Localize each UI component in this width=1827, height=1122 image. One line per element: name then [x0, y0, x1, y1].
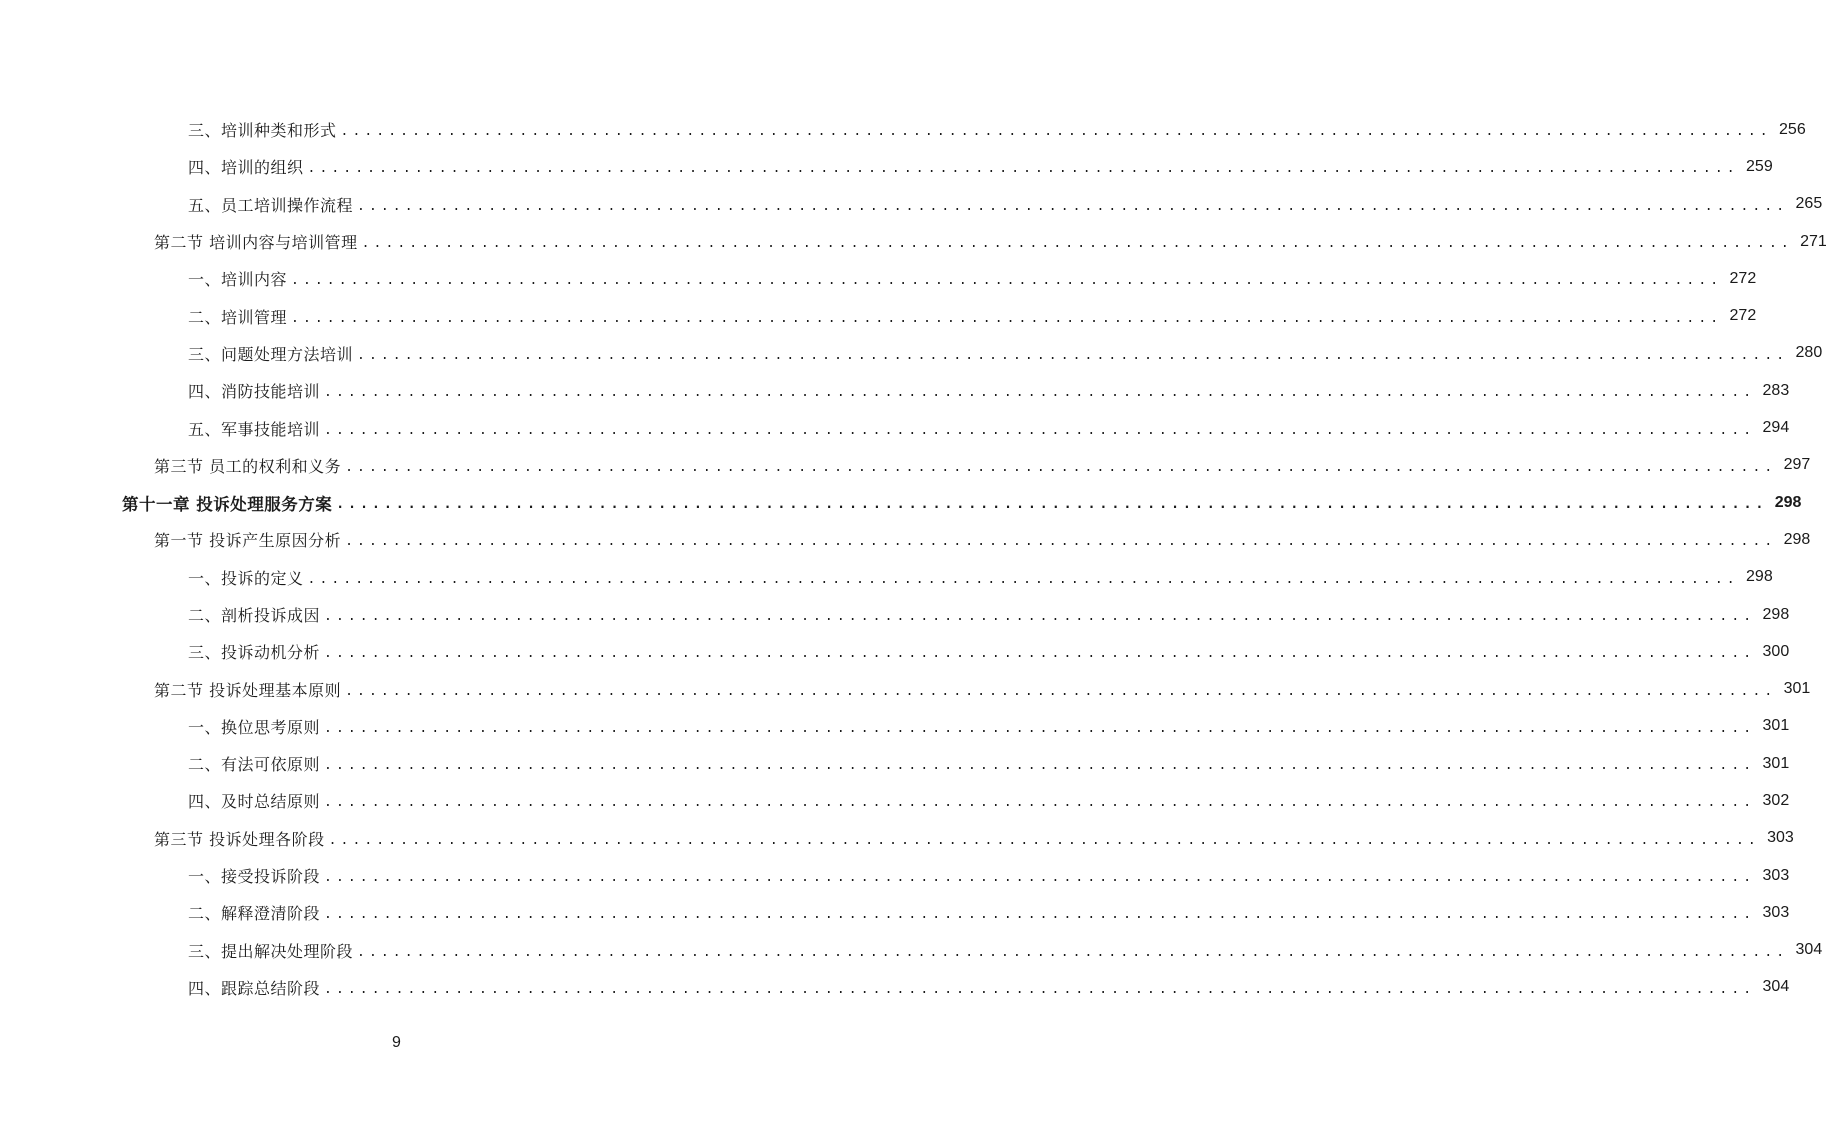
toc-dot-leader: ........................................................................................................................: [357, 347, 1789, 363]
toc-dot-leader: ........................................................................................................................: [345, 683, 1777, 699]
toc-entry-section[interactable]: [0, 521, 1811, 558]
toc-entry-title: 四、及时总结原则: [188, 792, 321, 812]
toc-entry-page: 298: [1783, 530, 1811, 548]
toc-entry-item[interactable]: [0, 708, 1790, 745]
toc-dot-leader: ........................................................................................................................: [291, 273, 1723, 289]
toc-entry-item[interactable]: [0, 409, 1790, 446]
toc-entry-title: 第十一章 投诉处理服务方案: [122, 494, 333, 514]
toc-dot-leader: ........................................................................................................................: [324, 758, 1756, 774]
toc-entry-section[interactable]: [0, 447, 1811, 484]
toc-entry-page: 298: [1746, 568, 1773, 586]
toc-dot-leader: ........................................................................................................................: [357, 944, 1789, 960]
toc-entry-item[interactable]: [0, 297, 1757, 334]
toc-dot-leader: ........................................................................................................................: [324, 907, 1756, 923]
toc-entry-section[interactable]: [0, 670, 1811, 707]
toc-dot-leader: ........................................................................................................................: [361, 236, 1793, 252]
toc-entry-page: 303: [1762, 903, 1790, 921]
toc-entry-title: 四、跟踪总结阶段: [188, 978, 321, 998]
toc-entry-title: 第三节 投诉处理各阶段: [154, 829, 325, 849]
toc-entry-item[interactable]: [0, 111, 1806, 148]
toc-dot-leader: ........................................................................................................................: [307, 571, 1739, 587]
toc-entry-page: 272: [1729, 269, 1757, 287]
toc-entry-item[interactable]: [0, 186, 1823, 223]
toc-dot-leader: ........................................................................................................................: [324, 981, 1756, 997]
toc-dot-leader: ........................................................................................................................: [324, 720, 1756, 736]
toc-entry-page: 303: [1762, 866, 1790, 884]
toc-entry-title: 二、剖析投诉成因: [188, 606, 321, 625]
toc-entry-section[interactable]: [0, 820, 1794, 857]
toc-entry-title: 二、有法可依原则: [188, 755, 321, 775]
toc-entry-page: 265: [1795, 195, 1823, 213]
toc-entry-page: 298: [1762, 605, 1790, 623]
toc-dot-leader: ........................................................................................................................: [291, 310, 1723, 326]
toc-entry-page: 301: [1762, 717, 1790, 735]
toc-entry-item[interactable]: [0, 148, 1773, 185]
toc-dot-leader: ........................................................................................................................: [324, 609, 1756, 624]
toc-entry-item[interactable]: [0, 857, 1790, 894]
toc-dot-leader: ........................................................................................................................: [324, 385, 1756, 401]
toc-entry-title: 四、消防技能培训: [188, 382, 321, 402]
toc-entry-title: 第二节 培训内容与培训管理: [154, 233, 358, 253]
toc-entry-title: 二、培训管理: [188, 307, 288, 327]
toc-entry-page: 256: [1779, 120, 1806, 138]
toc-dot-leader: ........................................................................................................................: [324, 422, 1756, 438]
toc-entry-item[interactable]: [0, 596, 1790, 633]
toc-entry-title: 二、解释澄清阶段: [188, 904, 321, 924]
toc-entry-page: 301: [1783, 680, 1811, 698]
toc-entry-item[interactable]: [0, 260, 1757, 297]
toc-entry-title: 第二节 投诉处理基本原则: [154, 680, 342, 700]
toc-dot-leader: ........................................................................................................................: [357, 198, 1789, 214]
toc-dot-leader: ........................................................................................................................: [345, 534, 1777, 550]
toc-entry-page: 298: [1774, 493, 1802, 511]
toc-entry-page: 302: [1762, 791, 1790, 809]
toc-entry-title: 一、投诉的定义: [188, 568, 304, 588]
toc-entry-title: 五、员工培训操作流程: [188, 195, 354, 215]
toc-entry-item[interactable]: [0, 932, 1823, 969]
toc-entry-item[interactable]: [0, 782, 1790, 819]
toc-entry-title: 一、换位思考原则: [188, 717, 321, 737]
toc-entry-title: 第三节 员工的权利和义务: [154, 456, 342, 476]
toc-entry-title: 三、投诉动机分析: [188, 643, 321, 663]
toc-entry-page: 294: [1762, 419, 1790, 437]
toc-entry-page: 271: [1800, 232, 1827, 250]
toc-entry-page: 303: [1767, 829, 1794, 847]
toc-dot-leader: ........................................................................................................................: [324, 646, 1756, 662]
toc-entry-page: 304: [1795, 941, 1823, 959]
toc-entry-title: 三、培训种类和形式: [188, 121, 337, 141]
toc-entry-page: 283: [1762, 381, 1790, 399]
page-number: 9: [392, 1034, 401, 1051]
toc-entry-item[interactable]: [0, 745, 1790, 782]
toc-entry-item[interactable]: [0, 372, 1790, 409]
toc-dot-leader: ........................................................................................................................: [340, 124, 1772, 140]
toc-entry-item[interactable]: [0, 559, 1773, 596]
toc-entry-page: 280: [1795, 344, 1823, 362]
toc-entry-page: 259: [1746, 157, 1773, 175]
toc-entry-page: 301: [1762, 754, 1790, 772]
toc-dot-leader: ........................................................................................................................: [307, 161, 1739, 177]
table-of-contents: [0, 111, 1827, 1006]
toc-entry-title: 三、问题处理方法培训: [188, 344, 354, 364]
toc-entry-item[interactable]: [0, 969, 1790, 1006]
toc-dot-leader: ........................................................................................................................: [328, 832, 1760, 848]
toc-entry-item[interactable]: [0, 633, 1790, 670]
toc-entry-item[interactable]: [0, 335, 1823, 372]
toc-entry-page: 272: [1729, 307, 1757, 325]
toc-dot-leader: ........................................................................................................................: [324, 795, 1756, 811]
toc-entry-title: 一、培训内容: [188, 270, 288, 290]
toc-dot-leader: ........................................................................................................................: [324, 870, 1756, 886]
toc-entry-section[interactable]: [0, 223, 1827, 260]
toc-entry-title: 第一节 投诉产生原因分析: [154, 531, 342, 551]
toc-entry-item[interactable]: [0, 894, 1790, 931]
toc-entry-title: 四、培训的组织: [188, 158, 304, 178]
toc-entry-chapter[interactable]: [0, 484, 1802, 521]
toc-entry-page: 297: [1783, 456, 1811, 474]
toc-entry-title: 一、接受投诉阶段: [188, 867, 321, 887]
toc-entry-title: 三、提出解决处理阶段: [188, 941, 354, 961]
toc-dot-leader: ........................................................................................................................: [345, 459, 1777, 475]
toc-entry-page: 304: [1762, 978, 1790, 996]
toc-entry-title: 五、军事技能培训: [188, 419, 321, 439]
toc-entry-page: 300: [1762, 642, 1790, 660]
toc-dot-leader: ........................................................................................................................: [336, 497, 1768, 513]
